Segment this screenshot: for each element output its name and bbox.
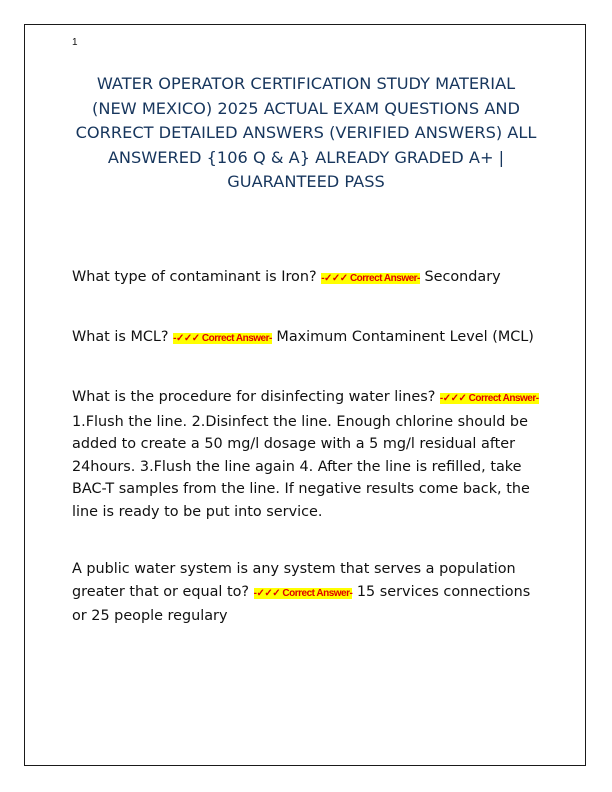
qa-item-3	[72, 386, 544, 524]
answer-text: Secondary	[424, 269, 501, 285]
page-number: 1	[72, 37, 78, 48]
correct-answer-marker: -✓✓✓ Correct Answer-	[253, 587, 353, 599]
question-text: What is MCL?	[72, 329, 169, 345]
qa-item-4	[72, 558, 544, 628]
document-title: WATER OPERATOR CERTIFICATION STUDY MATERIAL (NEW MEXICO) 2025 ACTUAL EXAM QUESTIONS AND CORRECT DETAILED ANSWERS (VERIFIED ANSWERS) ALL ANSWERED {106 Q & A} ALREADY GRADED A+ | GUARANTEED PASS	[75, 74, 537, 191]
question-text: A public water system is any system that serves a population greater that or equal to?	[72, 561, 516, 600]
answer-text: 1.Flush the line. 2.Disinfect the line. Enough chlorine should be added to create a 50 mg/l dosage with a 5 mg/l residual after 24hours. 3.Flush the line again 4. After the line is refilled, take BAC-T samples from the line. If negative results come back, the line is ready to be put into service.	[72, 413, 530, 520]
answer-text: Maximum Contaminent Level (MCL)	[276, 329, 534, 345]
correct-answer-marker: -✓✓✓ Correct Answer-	[173, 333, 272, 344]
answer-text: 15 services connections or 25 people regulary	[72, 583, 531, 625]
question-text: What type of contaminant is Iron?	[72, 269, 317, 285]
question-text: What is the procedure for disinfecting water lines?	[72, 389, 436, 405]
qa-item-1	[72, 266, 544, 291]
qa-item-2	[72, 326, 544, 351]
correct-answer-marker: -✓✓✓ Correct Answer-	[439, 393, 539, 404]
correct-answer-marker: -✓✓✓ Correct Answer-	[321, 273, 420, 284]
